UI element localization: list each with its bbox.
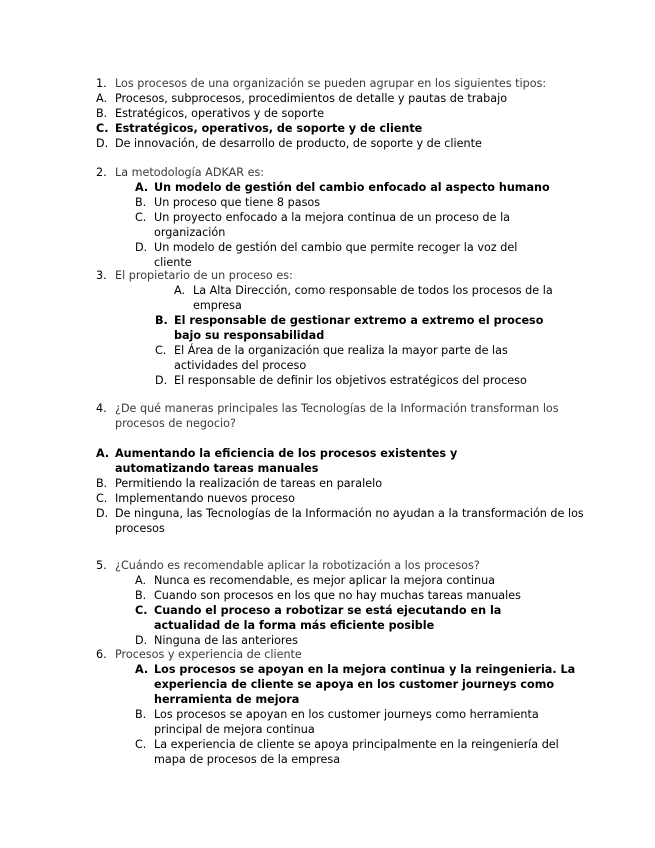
option-letter: A. bbox=[135, 181, 149, 194]
question-text: El propietario de un proceso es: bbox=[115, 269, 293, 282]
option-text: Implementando nuevos proceso bbox=[115, 492, 295, 505]
question-number: 1. bbox=[96, 77, 107, 90]
correct-option-text: Cuando el proceso a robotizar se está ejecutando en la actualidad de la forma más eficiente posible bbox=[154, 604, 502, 632]
option-letter: A. bbox=[96, 447, 110, 460]
option-text: Un proceso que tiene 8 pasos bbox=[154, 196, 321, 209]
option-letter: A. bbox=[135, 574, 147, 587]
question-5 bbox=[0, 558, 655, 648]
question-number: 3. bbox=[96, 269, 107, 282]
option-text: El Área de la organización que realiza la mayor parte de las actividades del proceso bbox=[174, 344, 508, 372]
option-letter: A. bbox=[135, 663, 149, 676]
correct-option-text: Aumentando la eficiencia de los procesos existentes y automatizando tareas manuales bbox=[115, 447, 458, 475]
question-text: ¿Cuándo es recomendable aplicar la robotización a los procesos? bbox=[115, 559, 480, 572]
correct-option-text: Un modelo de gestión del cambio enfocado al aspecto humano bbox=[154, 181, 550, 194]
correct-option-text: Estratégicos, operativos, de soporte y de cliente bbox=[115, 122, 423, 135]
option-letter: B. bbox=[135, 708, 147, 721]
option-letter: B. bbox=[96, 477, 108, 490]
option-text: De innovación, de desarrollo de producto, de soporte y de cliente bbox=[115, 137, 482, 150]
question-number: 2. bbox=[96, 166, 107, 179]
option-text: Cuando son procesos en los que no hay muchas tareas manuales bbox=[154, 589, 521, 602]
option-letter: A. bbox=[174, 284, 186, 297]
option-text: Un modelo de gestión del cambio que permite recoger la voz del cliente bbox=[154, 241, 518, 269]
option-text: La experiencia de cliente se apoya principalmente en la reingeniería del mapa de procesos de la empresa bbox=[154, 738, 559, 766]
option-letter: D. bbox=[96, 137, 109, 150]
question-text: Procesos y experiencia de cliente bbox=[115, 648, 302, 661]
option-text: De ninguna, las Tecnologías de la Información no ayudan a la transformación de los procesos bbox=[115, 507, 584, 535]
option-letter: B. bbox=[155, 314, 168, 327]
question-4 bbox=[0, 401, 655, 536]
option-letter: D. bbox=[155, 374, 168, 387]
option-letter: A. bbox=[96, 92, 108, 105]
option-text: Procesos, subprocesos, procedimientos de detalle y pautas de trabajo bbox=[115, 92, 508, 105]
option-text: Un proyecto enfocado a la mejora continua de un proceso de la organización bbox=[154, 211, 511, 239]
option-letter: C. bbox=[135, 738, 147, 751]
option-letter: D. bbox=[135, 241, 148, 254]
question-text: Los procesos de una organización se pueden agrupar en los siguientes tipos: bbox=[115, 77, 547, 90]
option-text: Ninguna de las anteriores bbox=[154, 634, 298, 647]
option-letter: D. bbox=[96, 507, 109, 520]
question-number: 5. bbox=[96, 559, 107, 572]
question-2 bbox=[0, 165, 655, 270]
option-letter: C. bbox=[96, 122, 109, 135]
correct-option-text: Los procesos se apoyan en la mejora continua y la reingenieria. La experiencia de cliente se apoya en los customer journeys como herramienta de mejora bbox=[154, 663, 576, 706]
question-number: 4. bbox=[96, 402, 107, 415]
option-letter: B. bbox=[96, 107, 108, 120]
option-text: Los procesos se apoyan en los customer journeys como herramienta principal de mejora continua bbox=[154, 708, 539, 736]
question-3 bbox=[0, 268, 655, 388]
option-letter: D. bbox=[135, 634, 148, 647]
option-text: Nunca es recomendable, es mejor aplicar la mejora continua bbox=[154, 574, 496, 587]
option-text: El responsable de definir los objetivos estratégicos del proceso bbox=[174, 374, 527, 387]
option-text: Estratégicos, operativos y de soporte bbox=[115, 107, 324, 120]
option-letter: C. bbox=[96, 492, 108, 505]
question-text: La metodología ADKAR es: bbox=[115, 166, 265, 179]
option-letter: B. bbox=[135, 196, 147, 209]
option-letter: C. bbox=[155, 344, 167, 357]
option-letter: C. bbox=[135, 211, 147, 224]
option-letter: C. bbox=[135, 604, 148, 617]
option-text: Permitiendo la realización de tareas en paralelo bbox=[115, 477, 383, 490]
option-text: La Alta Dirección, como responsable de todos los procesos de la empresa bbox=[193, 284, 553, 312]
question-text: ¿De qué maneras principales las Tecnologías de la Información transforman los procesos de negocio? bbox=[115, 402, 559, 430]
question-number: 6. bbox=[96, 648, 107, 661]
question-6 bbox=[0, 647, 655, 767]
correct-option-text: El responsable de gestionar extremo a extremo el proceso bajo su responsabilidad bbox=[174, 314, 544, 342]
question-1 bbox=[0, 76, 655, 151]
option-letter: B. bbox=[135, 589, 147, 602]
